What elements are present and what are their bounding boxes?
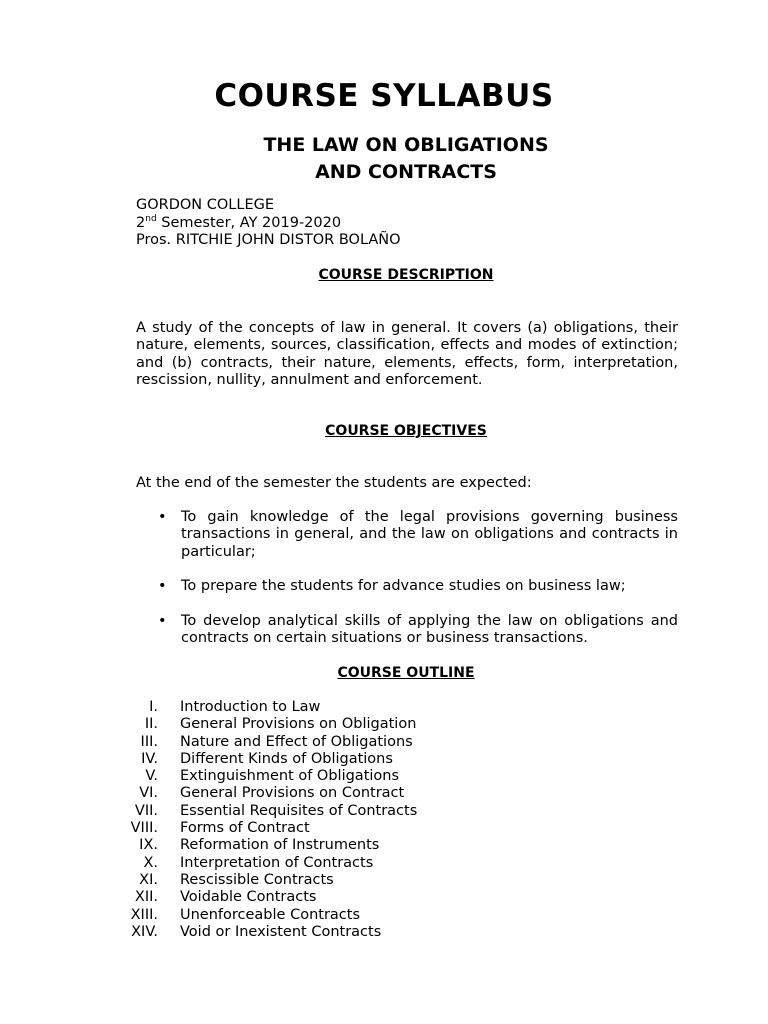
outline-topic: General Provisions on Obligation xyxy=(180,716,417,733)
outline-topic: Unenforceable Contracts xyxy=(180,906,361,923)
semester-ordinal: nd xyxy=(145,213,157,224)
outline-topic: General Provisions on Contract xyxy=(180,785,405,802)
outline-number: XI. xyxy=(139,871,158,888)
outline-topic: Different Kinds of Obligations xyxy=(180,750,393,767)
outline-item xyxy=(100,768,417,785)
outline-item xyxy=(100,803,417,820)
outline-item xyxy=(100,734,417,751)
outline-number: VIII. xyxy=(130,820,158,837)
outline-topic: Interpretation of Contracts xyxy=(180,854,374,871)
outline-topic: Reformation of Instruments xyxy=(180,837,380,854)
outline-item xyxy=(100,872,417,889)
outline-item xyxy=(100,751,417,768)
outline-number: IX. xyxy=(139,837,158,854)
course-description-text: A study of the concepts of law in general. It covers (a) obligations, their nature, elements, sources, classification, effects and modes of extinction; and (b) contracts, their nature, elements, effects, form, interpretation, rescission, nullity, annulment and enforcement. xyxy=(136,320,678,388)
objective-text: To develop analytical skills of applying the law on obligations and contracts on certain situations or business transactions. xyxy=(181,612,678,647)
outline-number: XIII. xyxy=(130,906,158,923)
outline-number: V. xyxy=(145,768,158,785)
course-objectives-heading: COURSE OBJECTIVES xyxy=(325,423,487,439)
professor-name: Pros. RITCHIE JOHN DISTOR BOLAÑO xyxy=(136,232,401,248)
page-title: COURSE SYLLABUS xyxy=(214,78,554,114)
outline-item xyxy=(100,889,417,906)
outline-topic: Voidable Contracts xyxy=(180,889,317,906)
outline-number: XIV. xyxy=(131,923,158,940)
outline-item xyxy=(100,855,417,872)
bullet-icon: • xyxy=(158,612,167,629)
outline-topic: Nature and Effect of Obligations xyxy=(180,733,413,750)
outline-topic: Forms of Contract xyxy=(180,820,310,837)
course-title xyxy=(0,132,768,186)
course-title-line-1: THE LAW ON OBLIGATIONS xyxy=(263,134,549,156)
objectives-intro: At the end of the semester the students are expected: xyxy=(136,475,532,491)
outline-item xyxy=(100,924,417,941)
objectives-list xyxy=(136,509,678,665)
outline-item xyxy=(100,820,417,837)
outline-number: VII. xyxy=(134,802,158,819)
outline-number: IV. xyxy=(141,750,158,767)
objective-item xyxy=(136,613,678,648)
outline-item xyxy=(100,837,417,854)
outline-item xyxy=(100,716,417,733)
outline-item xyxy=(100,907,417,924)
outline-number: I. xyxy=(149,699,158,715)
outline-number: II. xyxy=(144,716,158,733)
semester-line xyxy=(136,215,401,233)
outline-item xyxy=(100,699,417,716)
outline-topic: Introduction to Law xyxy=(180,699,321,715)
bullet-icon: • xyxy=(158,509,167,525)
course-outline-list xyxy=(100,699,417,941)
course-title-line-2: AND CONTRACTS xyxy=(315,161,497,183)
objective-text: To prepare the students for advance studies on business law; xyxy=(181,578,626,595)
semester-text: Semester, AY 2019-2020 xyxy=(156,214,342,231)
outline-topic: Essential Requisites of Contracts xyxy=(180,802,418,819)
school-name: GORDON COLLEGE xyxy=(136,197,275,213)
objective-text: To gain knowledge of the legal provisions governing business transactions in general, and the law on obligations and contracts in particular; xyxy=(181,509,678,560)
outline-number: XII. xyxy=(134,889,158,906)
course-info xyxy=(136,197,401,250)
outline-topic: Void or Inexistent Contracts xyxy=(180,923,382,940)
outline-topic: Extinguishment of Obligations xyxy=(180,768,400,785)
course-outline-heading: COURSE OUTLINE xyxy=(337,665,475,681)
course-description-heading: COURSE DESCRIPTION xyxy=(318,267,494,283)
outline-number: X. xyxy=(143,854,158,871)
objective-item xyxy=(136,509,678,561)
semester-number: 2 xyxy=(136,214,146,231)
objective-item xyxy=(136,578,678,595)
outline-item xyxy=(100,785,417,802)
bullet-icon: • xyxy=(158,578,167,595)
outline-number: VI. xyxy=(139,785,158,802)
outline-topic: Rescissible Contracts xyxy=(180,871,334,888)
outline-number: III. xyxy=(140,733,158,750)
